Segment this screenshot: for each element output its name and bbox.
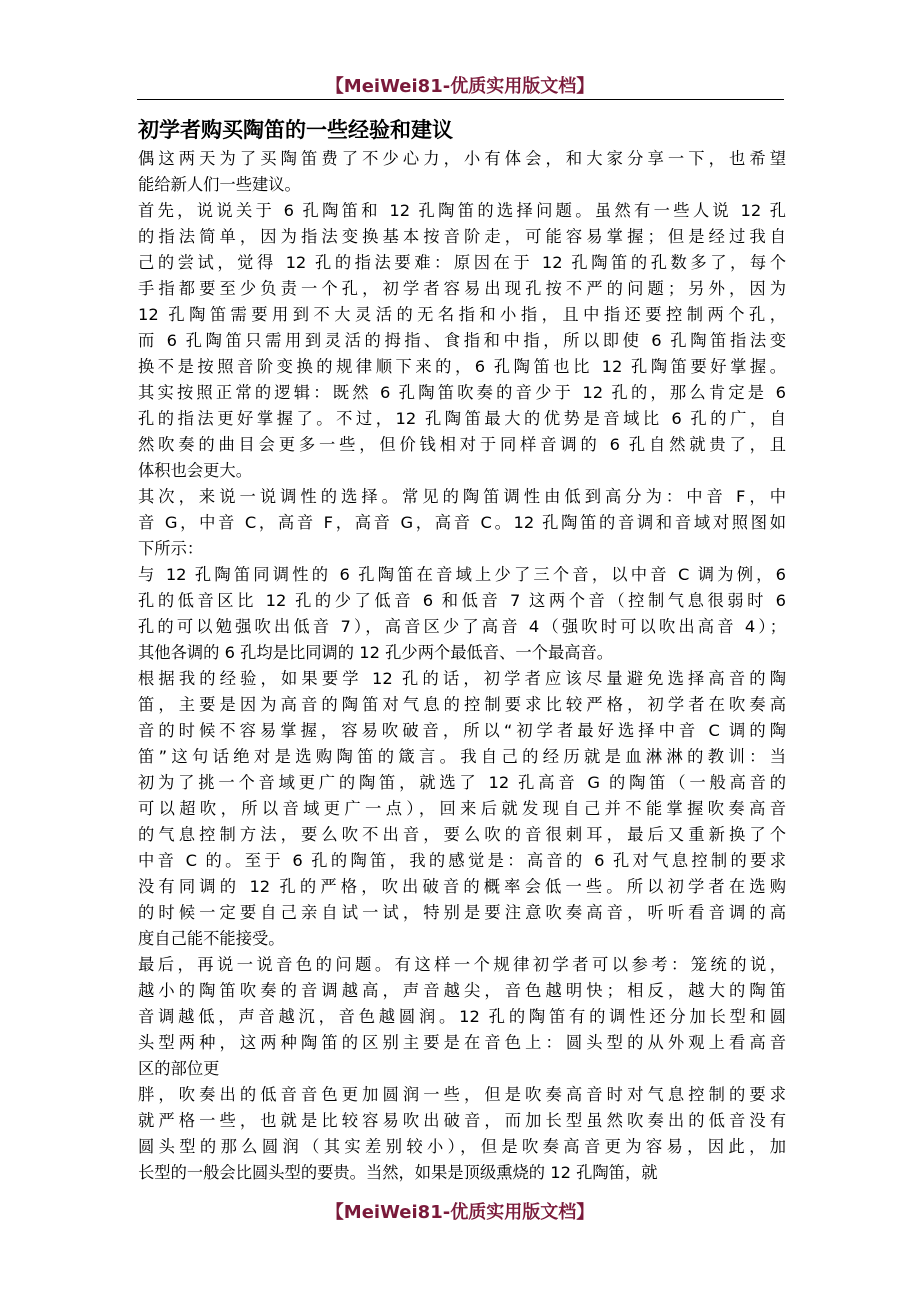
body-line: 的时候一定要自己亲自试一试，特别是要注意吹奏高音，听听看音调的高 [138, 903, 786, 922]
body-line: 度自己能不能接受。 [138, 929, 285, 948]
body-line: 笛，主要是因为高音的陶笛对气息的控制要求比较严格，初学者在吹奏高 [138, 695, 786, 714]
body-line: 孔的可以勉强吹出低音 7），高音区少了高音 4（强吹时可以吹出高音 4）； [138, 617, 786, 636]
footer-title: 【MeiWei81-优质实用版文档】 [325, 1202, 595, 1223]
body-line: 首先，说说关于 6 孔陶笛和 12 孔陶笛的选择问题。虽然有一些人说 12 孔 [138, 201, 786, 220]
body-line: 区的部位更 [138, 1059, 220, 1078]
body-line: 孔的低音区比 12 孔的少了低音 6 和低音 7 这两个音（控制气息很弱时 6 [138, 591, 786, 610]
body-line: 中音 C 的。至于 6 孔的陶笛，我的感觉是：高音的 6 孔对气息控制的要求 [138, 851, 786, 870]
body-line: 音 G，中音 C，高音 F，高音 G，高音 C。12 孔陶笛的音调和音域对照图如 [138, 513, 786, 532]
body-line: 偶这两天为了买陶笛费了不少心力，小有体会，和大家分享一下，也希望 [138, 149, 786, 168]
body-line: 下所示： [138, 539, 204, 558]
body-line: 圆头型的那么圆润（其实差别较小），但是吹奏高音更为容易，因此，加 [138, 1137, 786, 1156]
body-line: 然吹奏的曲目会更多一些，但价钱相对于同样音调的 6 孔自然就贵了，且 [138, 435, 786, 454]
body-line: 体积也会更大。 [138, 461, 252, 480]
body-line: 长型的一般会比圆头型的要贵。当然，如果是顶级熏烧的 12 孔陶笛，就 [138, 1163, 658, 1182]
header-title: 【MeiWei81-优质实用版文档】 [325, 76, 595, 97]
body-line: 头型两种，这两种陶笛的区别主要是在音色上：圆头型的从外观上看高音 [138, 1033, 786, 1052]
body-line: 胖，吹奏出的低音音色更加圆润一些，但是吹奏高音时对气息控制的要求 [138, 1085, 786, 1104]
body-line: 笛”这句话绝对是选购陶笛的箴言。我自己的经历就是血淋淋的教训：当 [138, 747, 786, 766]
body-line: 音的时候不容易掌握，容易吹破音，所以“初学者最好选择中音 C 调的陶 [138, 721, 786, 740]
document-title: 初学者购买陶笛的一些经验和建议 [138, 118, 453, 142]
body-line: 根据我的经验，如果要学 12 孔的话，初学者应该尽量避免选择高音的陶 [138, 669, 786, 688]
body-line: 的指法简单，因为指法变换基本按音阶走，可能容易掌握；但是经过我自 [138, 227, 786, 246]
body-line: 其次，来说一说调性的选择。常见的陶笛调性由低到高分为：中音 F，中 [138, 487, 786, 506]
document-body [138, 146, 786, 1186]
header-divider [137, 99, 784, 100]
body-line: 其他各调的 6 孔均是比同调的 12 孔少两个最低音、一个最高音。 [138, 643, 614, 662]
body-line: 与 12 孔陶笛同调性的 6 孔陶笛在音域上少了三个音，以中音 C 调为例，6 [138, 565, 786, 584]
body-line: 没有同调的 12 孔的严格，吹出破音的概率会低一些。所以初学者在选购 [138, 877, 786, 896]
body-line: 换不是按照音阶变换的规律顺下来的，6 孔陶笛也比 12 孔陶笛要好掌握。 [138, 357, 786, 376]
body-line: 初为了挑一个音域更广的陶笛，就选了 12 孔高音 G 的陶笛（一般高音的 [138, 773, 786, 792]
body-line: 孔的指法更好掌握了。不过，12 孔陶笛最大的优势是音域比 6 孔的广，自 [138, 409, 786, 428]
body-line: 己的尝试，觉得 12 孔的指法要难：原因在于 12 孔陶笛的孔数多了，每个 [138, 253, 786, 272]
body-line: 音调越低，声音越沉，音色越圆润。12 孔的陶笛有的调性还分加长型和圆 [138, 1007, 786, 1026]
body-line: 12 孔陶笛需要用到不大灵活的无名指和小指，且中指还要控制两个孔， [138, 305, 786, 324]
body-line: 而 6 孔陶笛只需用到灵活的拇指、食指和中指，所以即使 6 孔陶笛指法变 [138, 331, 786, 350]
body-line: 可以超吹，所以音域更广一点），回来后就发现自己并不能掌握吹奏高音 [138, 799, 786, 818]
body-line: 就严格一些，也就是比较容易吹出破音，而加长型虽然吹奏出的低音没有 [138, 1111, 786, 1130]
body-line: 最后，再说一说音色的问题。有这样一个规律初学者可以参考：笼统的说， [138, 955, 786, 974]
body-line: 越小的陶笛吹奏的音调越高，声音越尖，音色越明快；相反，越大的陶笛 [138, 981, 786, 1000]
body-line: 能给新人们一些建议。 [138, 175, 301, 194]
body-line: 其实按照正常的逻辑：既然 6 孔陶笛吹奏的音少于 12 孔的，那么肯定是 6 [138, 383, 786, 402]
body-line: 手指都要至少负责一个孔，初学者容易出现孔按不严的问题；另外，因为 [138, 279, 786, 298]
body-line: 的气息控制方法，要么吹不出音，要么吹的音很刺耳，最后又重新换了个 [138, 825, 786, 844]
